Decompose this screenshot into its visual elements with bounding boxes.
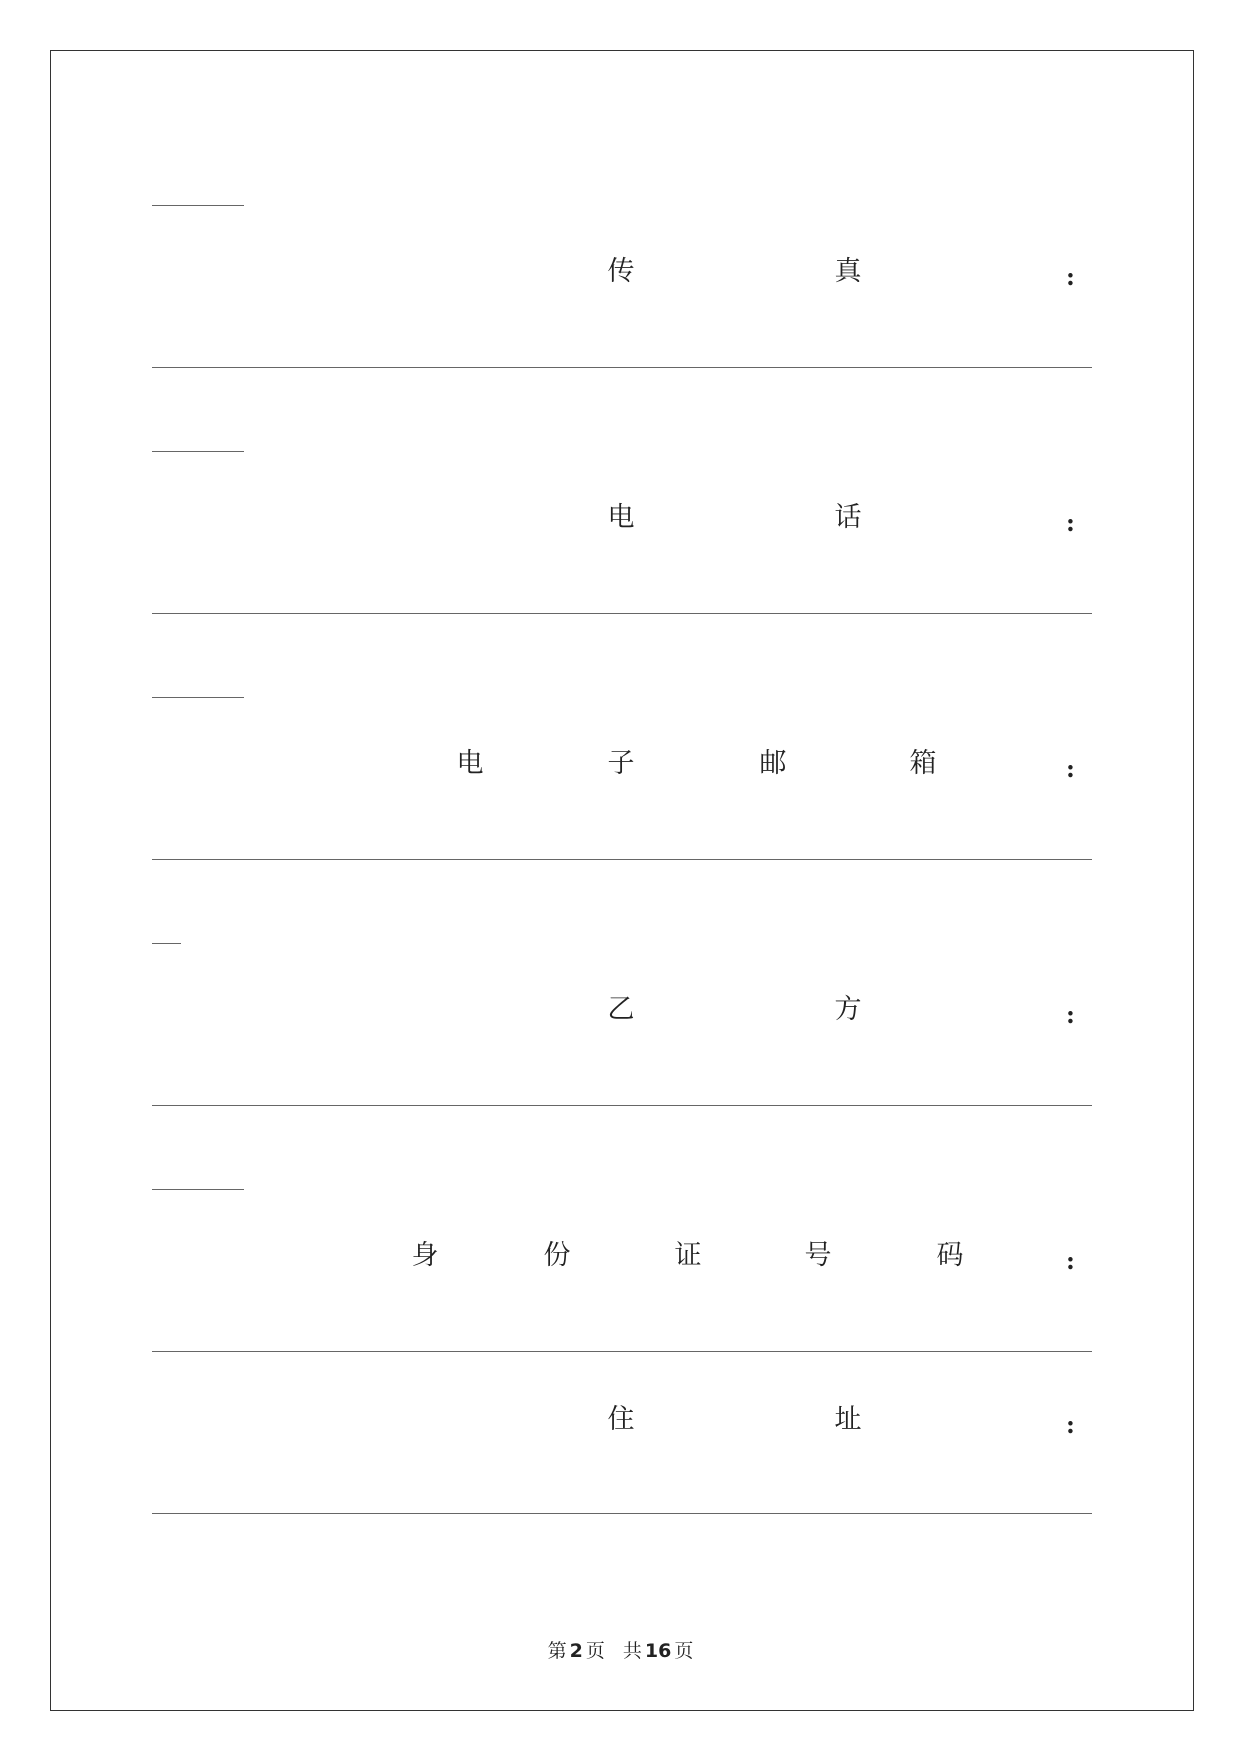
blank-line-short bbox=[152, 943, 181, 944]
label-colon: : bbox=[1066, 1000, 1075, 1029]
current-page-number: 2 bbox=[569, 1640, 583, 1662]
label-char: 话 bbox=[834, 502, 862, 533]
label-char: 号 bbox=[804, 1240, 832, 1271]
party-b-blank-line bbox=[152, 1105, 1092, 1106]
email-blank-line bbox=[152, 859, 1092, 860]
footer-total-unit: 页 bbox=[674, 1640, 694, 1662]
fax-blank-line bbox=[152, 367, 1092, 368]
label-char: 方 bbox=[834, 994, 862, 1025]
label-char: 码 bbox=[936, 1240, 964, 1271]
address-blank-line bbox=[152, 1513, 1092, 1514]
page-footer bbox=[0, 1636, 1241, 1663]
label-char: 乙 bbox=[607, 994, 635, 1025]
label-colon: : bbox=[1066, 262, 1075, 291]
footer-page-unit: 页 bbox=[585, 1640, 605, 1662]
label-char: 传 bbox=[607, 256, 635, 287]
label-char: 址 bbox=[834, 1404, 862, 1435]
label-colon: : bbox=[1066, 1410, 1075, 1439]
footer-total-prefix: 共 bbox=[622, 1640, 642, 1662]
label-colon: : bbox=[1066, 754, 1075, 783]
label-colon: : bbox=[1066, 1246, 1075, 1275]
label-char: 邮 bbox=[759, 748, 787, 779]
blank-line-short bbox=[152, 697, 244, 698]
blank-line-short bbox=[152, 451, 244, 452]
blank-line-short bbox=[152, 205, 244, 206]
id-number-blank-line bbox=[152, 1351, 1092, 1352]
label-char: 身 bbox=[411, 1240, 439, 1271]
label-char: 住 bbox=[607, 1404, 635, 1435]
label-char: 真 bbox=[834, 256, 862, 287]
label-char: 箱 bbox=[909, 748, 937, 779]
label-char: 证 bbox=[674, 1240, 702, 1271]
footer-prefix: 第 bbox=[547, 1640, 567, 1662]
total-page-count: 16 bbox=[644, 1640, 672, 1662]
label-char: 子 bbox=[607, 748, 635, 779]
label-colon: : bbox=[1066, 508, 1075, 537]
label-char: 电 bbox=[607, 502, 635, 533]
phone-blank-line bbox=[152, 613, 1092, 614]
label-char: 份 bbox=[543, 1240, 571, 1271]
blank-line-short bbox=[152, 1189, 244, 1190]
label-char: 电 bbox=[456, 748, 484, 779]
page-border bbox=[50, 50, 1194, 1711]
